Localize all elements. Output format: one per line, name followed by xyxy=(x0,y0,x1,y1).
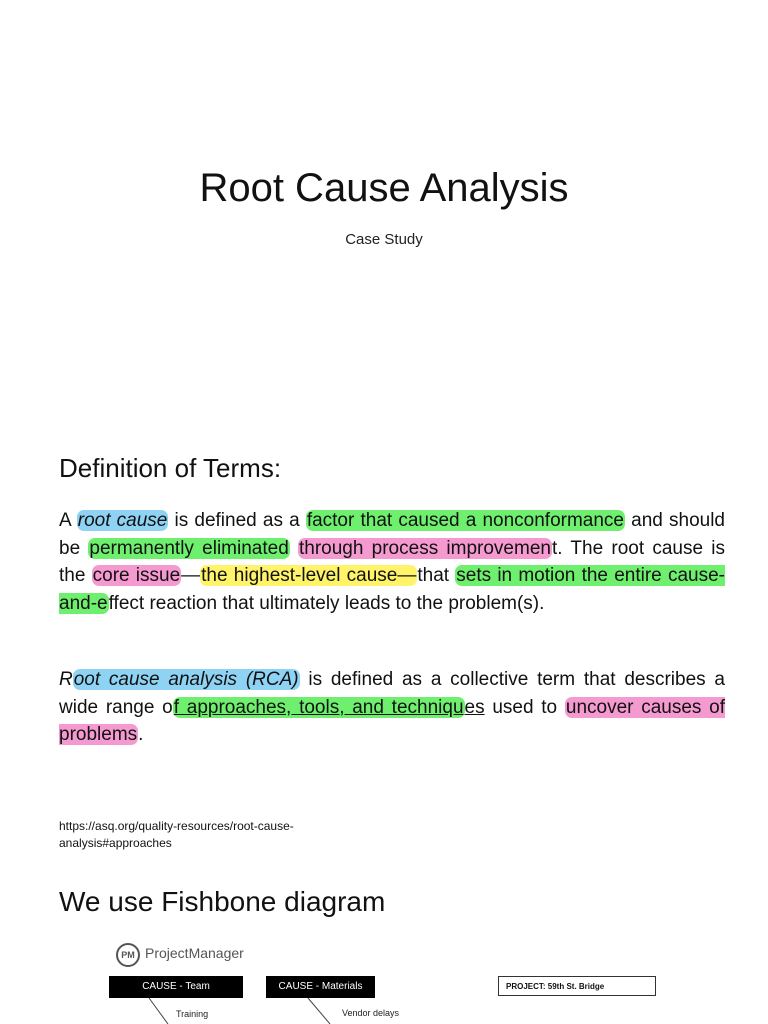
logo-text: ProjectManager xyxy=(145,945,244,961)
highlight-approaches: f approaches, tools, and techniqu xyxy=(173,696,464,718)
cause-team-box: CAUSE - Team xyxy=(109,976,243,998)
highlight-rca: oot cause analysis (RCA) xyxy=(73,669,299,690)
text-run: is defined as a xyxy=(168,510,306,531)
team-bone-line xyxy=(149,998,168,1024)
training-label: Training xyxy=(176,1009,209,1019)
text-run: es xyxy=(464,696,485,718)
highlight-eliminated: permanently eliminated xyxy=(89,537,289,559)
text-run: t. The root cause is the xyxy=(59,537,725,586)
text-run: — xyxy=(181,565,201,586)
highlight-root-cause: root cause xyxy=(77,510,168,531)
page-title: Root Cause Analysis xyxy=(199,166,569,210)
highlight-highest-level-cause: the highest-level cause— xyxy=(201,565,417,586)
cause-materials-box: CAUSE - Materials xyxy=(266,976,375,998)
text-run: used to xyxy=(484,696,565,718)
highlight-core-issue: core issue xyxy=(92,565,181,586)
highlight-sets-in-motion: sets in motion the entire cause-and-e xyxy=(59,565,725,614)
text-run: A xyxy=(59,510,77,531)
source-link[interactable]: https://asq.org/quality-resources/root-cause-analysis#approaches xyxy=(59,819,294,850)
highlight-uncover-causes: uncover causes of problems xyxy=(59,696,726,745)
text-run: is defined as a collective term that describes a wide range o xyxy=(59,669,725,718)
text-run: . xyxy=(138,724,144,745)
page-subtitle: Case Study xyxy=(345,231,423,248)
project-box: PROJECT: 59th St. Bridge xyxy=(498,976,656,996)
text-run: and should be xyxy=(59,510,725,559)
highlight-process-improvement: through process improvemen xyxy=(299,537,551,559)
fishbone-heading: We use Fishbone diagram xyxy=(59,886,386,917)
pm-logo-icon: PM xyxy=(116,943,140,967)
definitions-heading: Definition of Terms: xyxy=(59,453,282,483)
highlight-factor: factor that caused a nonconformance xyxy=(306,510,624,531)
materials-bone-line xyxy=(308,998,330,1024)
vendor-delays-label: Vendor delays xyxy=(342,1008,400,1018)
text-run: ffect reaction that ultimately leads to the problem(s). xyxy=(108,592,545,614)
text-run: that xyxy=(417,565,456,586)
text-run: R xyxy=(59,669,73,690)
